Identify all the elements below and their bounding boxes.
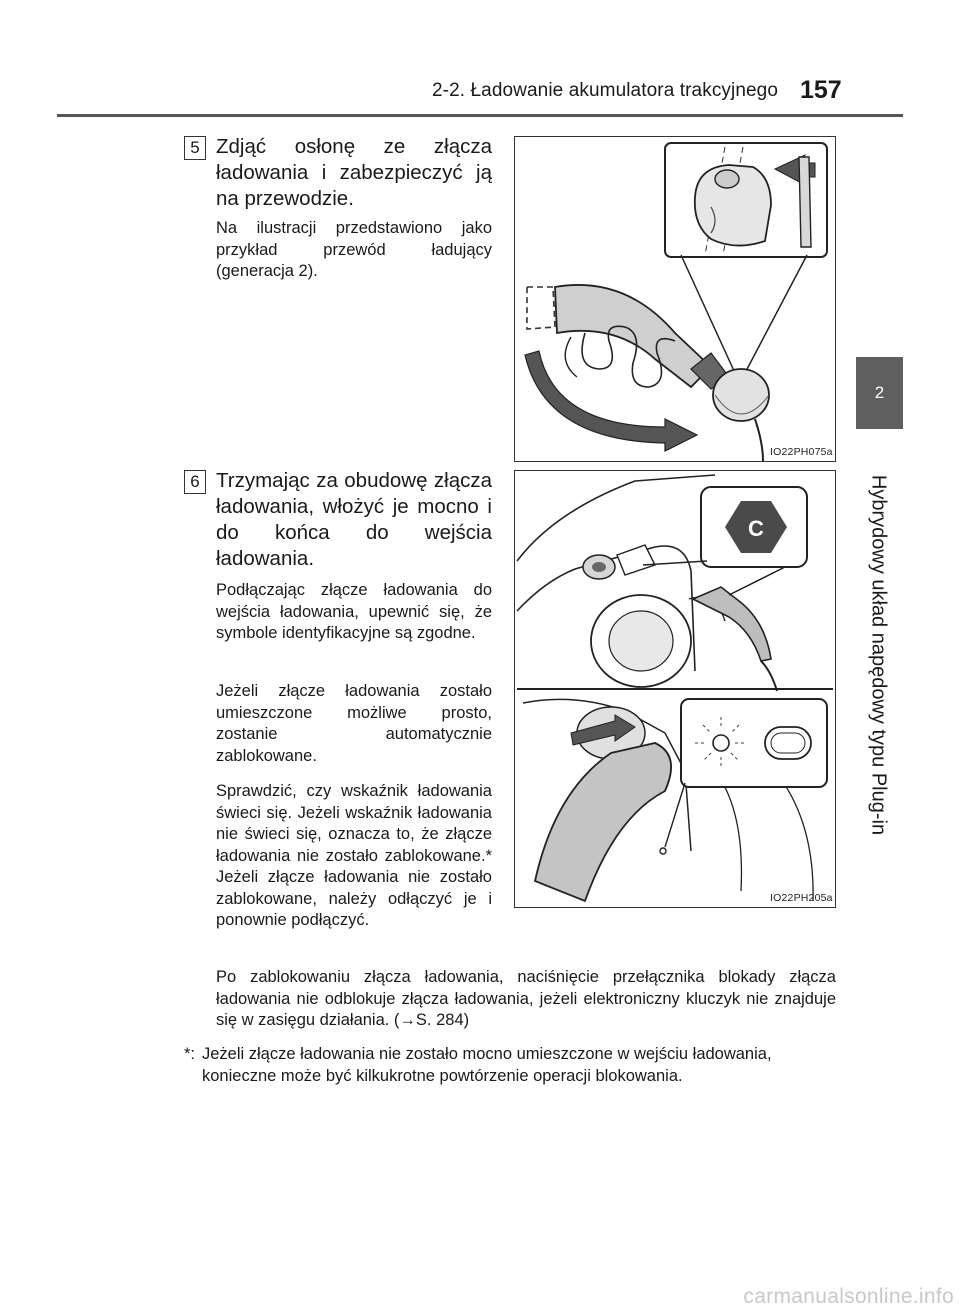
- header-divider: [57, 114, 903, 117]
- step-5-number: 5: [190, 138, 200, 157]
- page-number: 157: [800, 76, 842, 104]
- step-5-note: Na ilustracji przedstawiono jako przykład przewód ładujący (generacja 2).: [216, 219, 492, 280]
- step-6-number: 6: [190, 472, 200, 491]
- figure-6-code: IO22PH205a: [770, 892, 833, 904]
- step-6-para-4: Po zablokowaniu złącza ładowania, naciśnięcie przełącznika blokady złącza ładowania nie odblokuje złącza ładowania, jeżeli elektroniczny kluczyk nie znajduje się w zasięgu działania. (→S. 284): [216, 968, 836, 1029]
- charging-inlet-illustration: [515, 471, 835, 907]
- chapter-tab: [856, 357, 903, 429]
- step-5-title: Zdjąć osłonę ze złącza ładowania i zabezpieczyć ją na przewodzie.: [216, 135, 492, 210]
- figure-5-code: IO22PH075a: [770, 446, 833, 458]
- section-header: 2-2. Ładowanie akumulatora trakcyjnego: [432, 80, 779, 101]
- figure-insert-connector: [514, 470, 836, 908]
- step-6-title: Trzymając za obudowę złącza ładowania, włożyć je mocno i do końca do wejścia ładowania.: [216, 469, 492, 570]
- symbol-letter: C: [748, 516, 764, 541]
- footnote-text: Jeżeli złącze ładowania nie zostało mocno umieszczone w wejściu ładowania, konieczne może być kilkukrotne powtórzenie operacji blokowania.: [202, 1045, 772, 1085]
- step-5-badge: [184, 136, 206, 160]
- footnote-mark: *:: [184, 1045, 196, 1063]
- footnote: [184, 1044, 836, 1087]
- figure-remove-cap: [514, 136, 836, 462]
- step-6-para-2: Jeżeli złącze ładowania zostało umieszczone możliwe prosto, zostanie automatycznie zablokowane.: [216, 682, 492, 765]
- charging-connector-cap-illustration: [515, 137, 835, 461]
- chapter-title: Hybrydowy układ napędowy typu Plug-in: [867, 474, 890, 836]
- step-6-badge: [184, 470, 206, 494]
- watermark: carmanualsonline.info: [743, 1285, 954, 1308]
- step-6-para-1: Podłączając złącze ładowania do wejścia ładowania, upewnić się, że symbole identyfikacyjne są zgodne.: [216, 581, 492, 642]
- chapter-number: 2: [874, 383, 885, 402]
- step-6-para-3: Sprawdzić, czy wskaźnik ładowania świeci się. Jeżeli wskaźnik ładowania nie świeci się, oznacza to, że złącze ładowania nie zostało zablokowane.* Jeżeli złącze ładowania nie zostało zablokowane, należy odłączyć je i ponownie podłączyć.: [216, 782, 492, 929]
